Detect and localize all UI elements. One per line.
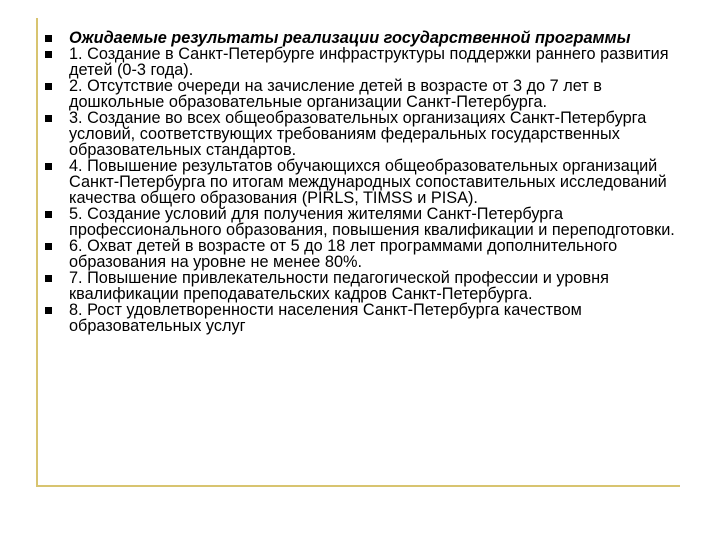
square-bullet-icon bbox=[45, 51, 52, 58]
square-bullet-icon bbox=[45, 163, 52, 170]
square-bullet-icon bbox=[45, 243, 52, 250]
list-item bbox=[0, 78, 720, 110]
square-bullet-icon bbox=[45, 275, 52, 282]
list-item-text: 5. Создание условий для получения жителями Санкт-Петербурга профессионального образования, повышения квалификации и переподготовки. bbox=[69, 205, 675, 239]
list-item bbox=[0, 302, 720, 334]
square-bullet-icon bbox=[45, 307, 52, 314]
list-item-text: Ожидаемые результаты реализации государственной программы bbox=[69, 29, 631, 47]
list-item bbox=[0, 46, 720, 78]
square-bullet-icon bbox=[45, 83, 52, 90]
list-item bbox=[0, 238, 720, 270]
list-item-text: 1. Создание в Санкт-Петербурге инфраструктуры поддержки раннего развития детей (0-3 года). bbox=[69, 45, 669, 79]
bullet-list bbox=[0, 30, 720, 334]
list-item-text: 8. Рост удовлетворенности населения Санкт-Петербурга качеством образовательных услуг bbox=[69, 301, 582, 335]
list-item-text: 3. Создание во всех общеобразовательных организациях Санкт-Петербурга условий, соответствующих требованиям федеральных государственных образовательных стандартов. bbox=[69, 109, 647, 159]
square-bullet-icon bbox=[45, 115, 52, 122]
accent-rule-horizontal bbox=[36, 485, 680, 487]
list-item-heading bbox=[0, 30, 720, 46]
list-item-text: 7. Повышение привлекательности педагогической профессии и уровня квалификации преподавательских кадров Санкт-Петербурга. bbox=[69, 269, 609, 303]
square-bullet-icon bbox=[45, 211, 52, 218]
list-item bbox=[0, 110, 720, 158]
list-item bbox=[0, 270, 720, 302]
list-item bbox=[0, 206, 720, 238]
square-bullet-icon bbox=[45, 35, 52, 42]
list-item-text: 6. Охват детей в возрасте от 5 до 18 лет программами дополнительного образования на уровне не менее 80%. bbox=[69, 237, 618, 271]
list-item-text: 2. Отсутствие очереди на зачисление детей в возрасте от 3 до 7 лет в дошкольные образовательные организации Санкт-Петербурга. bbox=[69, 77, 602, 111]
list-item bbox=[0, 158, 720, 206]
list-item-text: 4. Повышение результатов обучающихся общеобразовательных организаций Санкт-Петербурга по итогам международных сопоставительных исследований качества общего образования (PIRLS, TIMSS и PISA). bbox=[69, 157, 667, 207]
